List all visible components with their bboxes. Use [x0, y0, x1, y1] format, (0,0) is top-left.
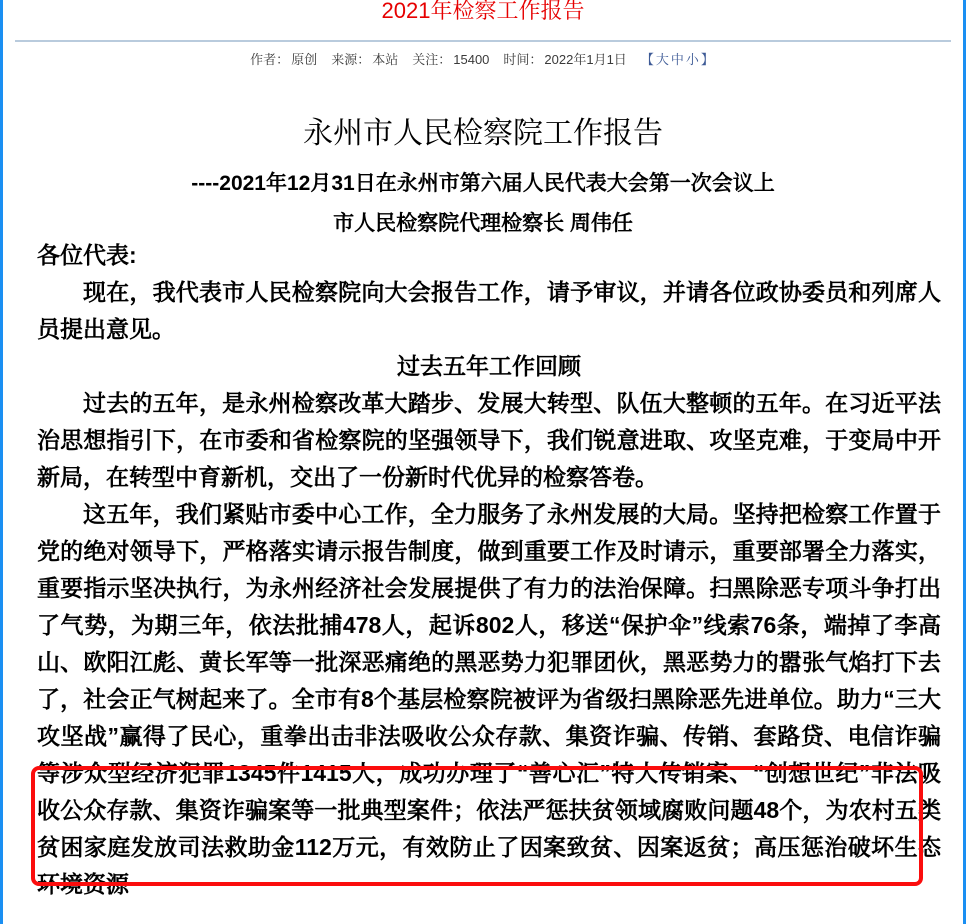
page-title: 2021年检察工作报告 — [381, 0, 585, 23]
meta-source — [331, 51, 398, 69]
paragraph-achievements: 这五年，我们紧贴市委中心工作，全力服务了永州发展的大局。坚持把检察工作置于党的绝对领导下，严格落实请示报告制度，做到重要工作及时请示，重要部署全力落实，重要指示坚决执行，为永州经济社会发展提供了有力的法治保障。扫黑除恶专项斗争打出了气势，为期三年，依法批捕478人，起诉802人，移送“保护伞”线索76条，端掉了李高山、欧阳江彪、黄长军等一批深恶痛绝的黑恶势力犯罪团伙，黑恶势力的嚣张气焰打下去了，社会正气树起来了。全市有8个基层检察院被评为省级扫黑除恶先进单位。助力“三大攻坚战”赢得了民心，重拳出击非法吸收公众存款、集资诈骗、传销、套路贷、电信诈骗等涉众型经济犯罪1345件1415人，成功办理了“善心汇”特大传销案、“创想世纪”非法吸收公众存款、集资诈骗案等一批典型案件；依法严惩扶贫领域腐败问题48个，为农村五类贫困家庭发放司法救助金112万元，有效防止了因案致贫、因案返贫；高压惩治破坏生态环境资源 — [37, 501, 941, 897]
meta-views — [412, 51, 489, 69]
title-divider — [15, 40, 951, 42]
meta-author-label: 作者： — [250, 52, 290, 67]
meta-views-label: 关注： — [412, 52, 452, 67]
meta-author-value: 原创 — [291, 52, 318, 67]
document-body — [3, 237, 963, 903]
article-meta-bar — [3, 51, 963, 69]
section-heading: 过去五年工作回顾 — [397, 353, 581, 379]
meta-source-label: 来源： — [331, 52, 371, 67]
meta-views-value: 15400 — [453, 52, 490, 67]
meta-author — [250, 51, 317, 69]
meta-source-value: 本站 — [372, 52, 399, 67]
document-title: 永州市人民检察院工作报告 — [303, 117, 663, 150]
document-presenter: 市人民检察院代理检察长 周伟任 — [333, 212, 633, 235]
font-size-switcher[interactable]: 【大中小】 — [640, 52, 716, 67]
meta-time-label: 时间： — [503, 52, 543, 67]
intro-paragraph: 现在，我代表市人民检察院向大会报告工作，请予审议，并请各位政协委员和列席人员提出意见。 — [37, 279, 941, 342]
meta-time-value: 2022年1月1日 — [544, 52, 627, 67]
salutation: 各位代表: — [37, 242, 137, 268]
meta-time — [503, 51, 626, 69]
paragraph-five-year-review: 过去的五年，是永州检察改革大踏步、发展大转型、队伍大整顿的五年。在习近平法治思想指引下，在市委和省检察院的坚强领导下，我们锐意进取、攻坚克难，于变局中开新局，在转型中育新机，交出了一份新时代优异的检察答卷。 — [37, 390, 941, 490]
document-subtitle: ----2021年12月31日在永州市第六届人民代表大会第一次会议上 — [191, 172, 775, 195]
